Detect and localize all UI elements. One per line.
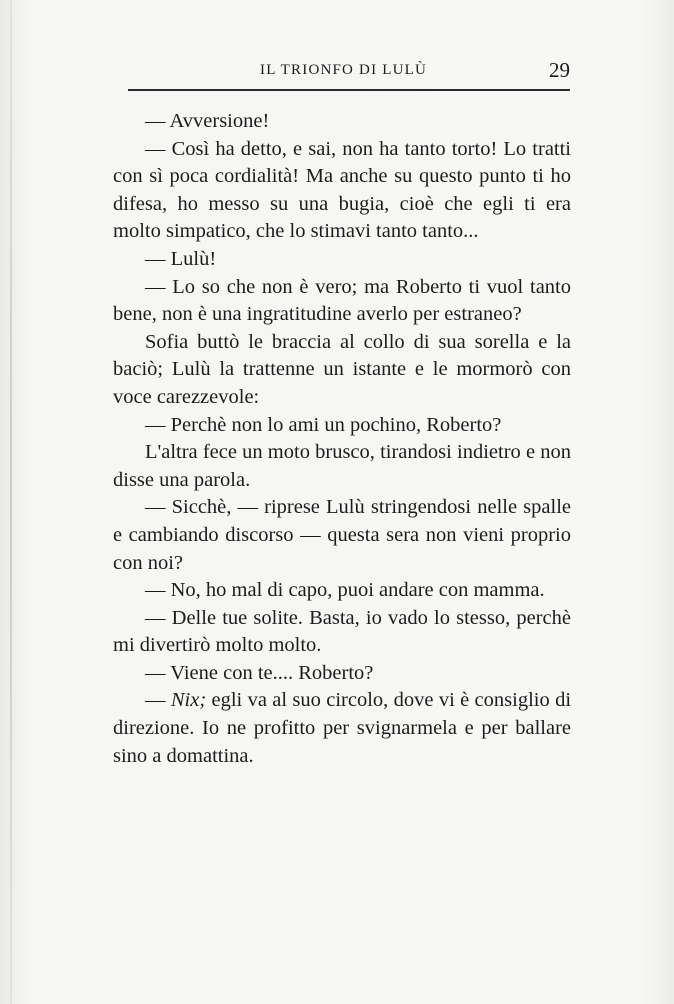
paragraph	[113, 687, 571, 770]
dialogue-dash: —	[145, 689, 171, 712]
paragraph-rest: egli va al suo circolo, dove vi è consiglio di direzione. Io ne profitto per svignarmela e per ballare sino a domattina.	[113, 689, 572, 767]
paragraph: Sofia buttò le braccia al collo di sua sorella e la baciò; Lulù la trattenne un istante e le mormorò con voce carezzevole:	[113, 330, 571, 408]
paragraph: L'altra fece un moto brusco, tirandosi indietro e non disse una parola.	[113, 441, 571, 491]
paragraph: — Avversione!	[145, 110, 270, 132]
paragraph: — Così ha detto, e sai, non ha tanto torto! Lo tratti con sì poca cordialità! Ma anche su questo punto ti ho difesa, ho messo su una bugia, cioè che egli ti era molto simpatico, che lo stimavi tanto tanto...	[113, 137, 571, 243]
italic-word: Nix;	[170, 689, 207, 712]
page-number: 29	[549, 58, 570, 82]
body-text	[113, 108, 571, 770]
paragraph: — No, ho mal di capo, puoi andare con mamma.	[145, 579, 545, 602]
running-header	[130, 58, 570, 86]
binding-edge	[10, 0, 12, 1004]
running-title: IL TRIONFO DI LULÙ	[260, 62, 428, 78]
paragraph: — Viene con te.... Roberto?	[145, 661, 374, 684]
paragraph: — Lo so che non è vero; ma Roberto ti vuol tanto bene, non è una ingratitudine averlo per estraneo?	[113, 275, 571, 326]
header-rule	[128, 89, 570, 91]
paragraph: — Perchè non lo ami un pochino, Roberto?	[145, 413, 502, 436]
paragraph: — Lulù!	[145, 247, 217, 270]
paragraph: — Delle tue solite. Basta, io vado lo stesso, perchè mi divertirò molto molto.	[113, 606, 571, 657]
paragraph: — Sicchè, — riprese Lulù stringendosi nelle spalle e cambiando discorso — questa sera non vieni proprio con noi?	[113, 496, 571, 574]
